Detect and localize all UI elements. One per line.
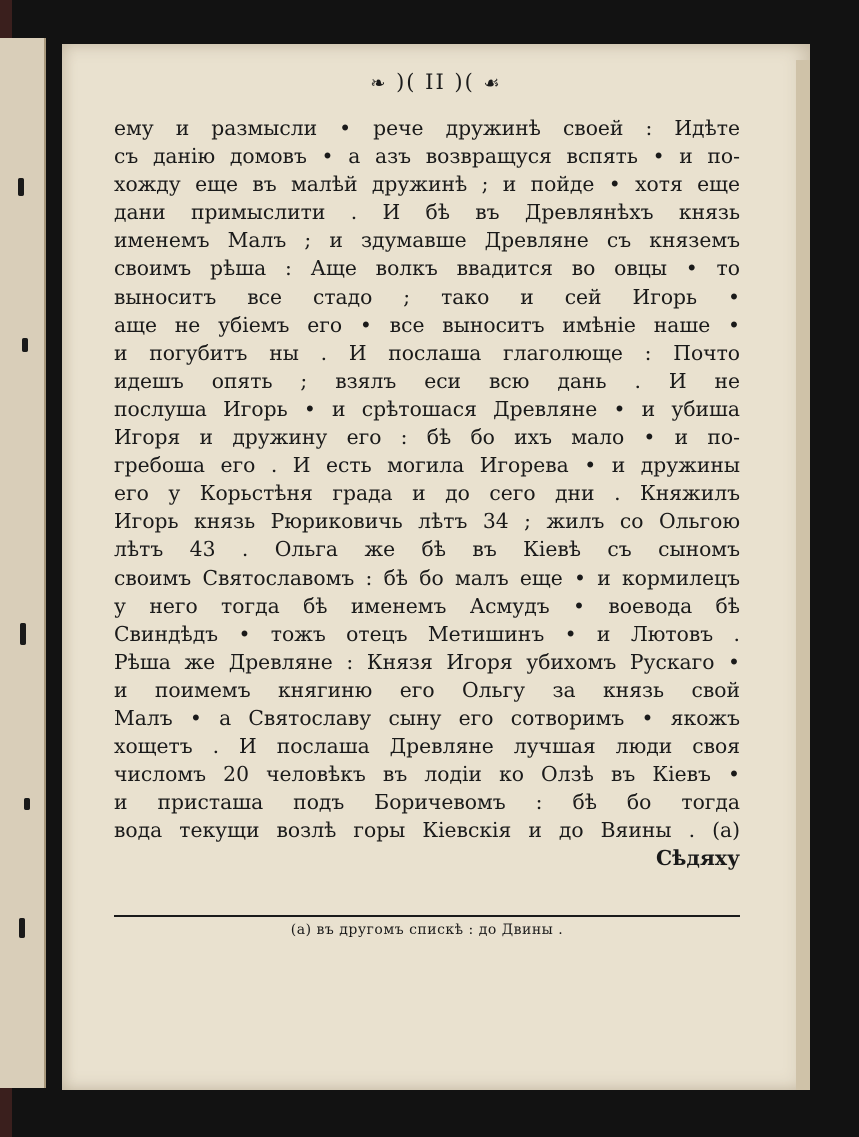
text-line: и присташа подъ Боричевомъ : бѣ бо тогда — [114, 790, 740, 815]
text-line: Малъ • а Святославу сыну его сотворимъ • якожъ — [114, 705, 740, 730]
text-line: съ данію домовъ • а азъ возвращуся вспять • и по- — [114, 144, 740, 169]
text-line: его у Корьстѣня града и до сего дни . Княжилъ — [114, 481, 740, 506]
ornament-left-icon: ❧ — [370, 73, 388, 94]
text-line: Игорь князь Рюриковичь лѣтъ 34 ; жилъ со Ольгою — [114, 509, 740, 534]
catchword: Сѣдяху — [656, 846, 740, 871]
text-line: идешъ опять ; взялъ еси всю дань . И не — [114, 368, 740, 393]
text-line: своимъ Святославомъ : бѣ бо малъ еще • и кормилецъ — [114, 565, 740, 590]
text-line: дани примыслити . И бѣ въ Древлянѣхъ князь — [114, 200, 740, 225]
text-line: ему и размысли • рече дружинѣ своей : Идѣте — [114, 116, 740, 140]
text-line: хожду еще въ малѣй дружинѣ ; и пойде • хотя еще — [114, 172, 740, 197]
text-line: гребоша его . И есть могила Игорева • и дружины — [114, 453, 740, 478]
left-page-text-fragment — [19, 918, 25, 938]
book-page — [62, 44, 810, 1090]
text-line: хощетъ . И послаша Древляне лучшая люди своя — [114, 734, 740, 759]
footnote-rule — [114, 915, 740, 917]
text-line: и поимемъ княгиню его Ольгу за князь свой — [114, 677, 740, 702]
left-page-text-fragment — [20, 623, 26, 645]
running-header — [62, 70, 810, 94]
text-line: именемъ Малъ ; и здумавше Древляне съ княземъ — [114, 228, 740, 253]
text-line: у него тогда бѣ именемъ Асмудъ • воевода бѣ — [114, 593, 740, 618]
text-line: числомъ 20 человѣкъ въ лодіи ко Олзѣ въ Кіевъ • — [114, 762, 740, 787]
text-line: вода текущи возлѣ горы Кіевскія и до Вяины . (а) — [114, 818, 740, 843]
text-line: своимъ рѣша : Аще волкъ ввадится во овцы • то — [114, 256, 740, 281]
text-line: Рѣша же Древляне : Князя Игоря убихомъ Рускаго • — [114, 649, 740, 674]
left-page-edge — [0, 38, 46, 1088]
ornament-right-icon: ☙ — [483, 73, 502, 94]
main-text — [114, 114, 740, 873]
left-page-text-fragment — [18, 178, 24, 196]
text-line: и погубитъ ны . И послаша глаголюще : Почто — [114, 340, 740, 365]
text-line: выноситъ все стадо ; тако и сей Игорь • — [114, 284, 740, 309]
text-line: Игоря и дружину его : бѣ бо ихъ мало • и по- — [114, 425, 740, 450]
page-number: )( II )( — [396, 70, 475, 94]
text-line: аще не убіемъ его • все выноситъ имѣніе наше • — [114, 312, 740, 337]
left-page-text-fragment — [24, 798, 30, 810]
footnote: (а) въ другомъ спискѣ : до Двины . — [290, 922, 564, 938]
page-edge-shadow — [796, 60, 810, 1090]
text-line: Свиндѣдъ • тожъ отецъ Метишинъ • и Лютовъ . — [114, 621, 740, 646]
left-page-text-fragment — [22, 338, 28, 352]
text-line: лѣтъ 43 . Ольга же бѣ въ Кіевѣ съ сыномъ — [114, 537, 740, 562]
text-line: послуша Игорь • и срѣтошася Древляне • и убиша — [114, 396, 740, 421]
